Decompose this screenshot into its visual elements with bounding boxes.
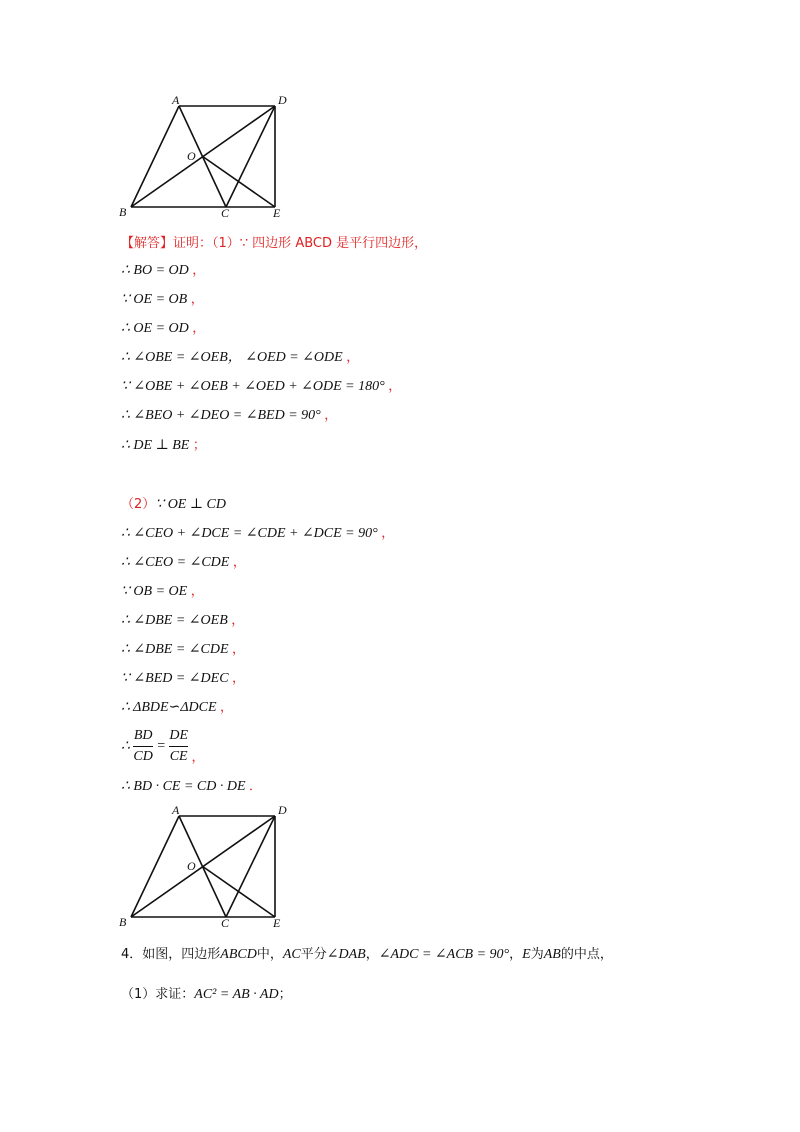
label-C: C: [221, 916, 230, 930]
answer-header: 【解答】证明：（1）∵ 四边形 ABCD 是平行四边形，: [121, 236, 428, 251]
part2-line-5: ∴ ∠DBE = ∠CDE ，: [121, 642, 246, 657]
part2-line-7: ∴ ΔBDE∽ΔDCE ，: [121, 700, 234, 715]
frac-num-1: BD: [133, 728, 153, 743]
frac-den-1: CD: [133, 749, 153, 764]
part2-line-0: （2）∵ OE ⊥ CD: [121, 497, 226, 512]
frac-den-2: CE: [169, 749, 188, 764]
proof-line-4: ∴ ∠OBE = ∠OEB， ∠OED = ∠ODE ，: [121, 350, 360, 365]
label-A: A: [172, 93, 180, 107]
part2-line-4: ∴ ∠DBE = ∠OEB ，: [121, 613, 245, 628]
proof-line-3: ∴ OE = OD ，: [121, 321, 206, 336]
part2-line-6: ∵ ∠BED = ∠DEC ，: [121, 671, 246, 686]
question-4-part1: （1）求证：AC² = AB · AD；: [121, 987, 292, 1002]
label-E: E: [273, 916, 281, 930]
label-O: O: [187, 149, 196, 163]
question-4: 4．如图，四边形ABCD中，AC平分∠DAB，∠ADC = ∠ACB = 90°，E为AB的中点，: [121, 947, 613, 962]
proof-line-6: ∴ ∠BEO + ∠DEO = ∠BED = 90° ，: [121, 408, 338, 423]
label-E: E: [273, 206, 281, 220]
label-B: B: [119, 915, 127, 929]
proof-line-2: ∵ OE = OB ，: [121, 292, 204, 307]
part2-line-2: ∴ ∠CEO = ∠CDE ，: [121, 555, 246, 570]
label-B: B: [119, 205, 127, 219]
label-C: C: [221, 206, 230, 220]
geometry-figure-top: [115, 92, 295, 222]
part2-line-9: ∴ BD · CE = CD · DE ．: [121, 779, 263, 794]
geometry-figure-bottom: [115, 802, 295, 932]
label-O: O: [187, 859, 196, 873]
proof-line-7: ∴ DE ⊥ BE ；: [121, 438, 206, 453]
part2-line-3: ∵ OB = OE ，: [121, 584, 204, 599]
part2-line-1: ∴ ∠CEO + ∠DCE = ∠CDE + ∠DCE = 90° ，: [121, 526, 395, 541]
label-D: D: [278, 803, 287, 817]
part2-fraction-line: ∴ $\frac{BD}{CD} = \frac{DE}{CE}$ ，: [121, 728, 205, 765]
proof-line-1: ∴ BO = OD ，: [121, 263, 206, 278]
proof-line-5: ∵ ∠OBE + ∠OEB + ∠OED + ∠ODE = 180° ，: [121, 379, 402, 394]
label-D: D: [278, 93, 287, 107]
frac-num-2: DE: [169, 728, 188, 743]
label-A: A: [172, 803, 180, 817]
